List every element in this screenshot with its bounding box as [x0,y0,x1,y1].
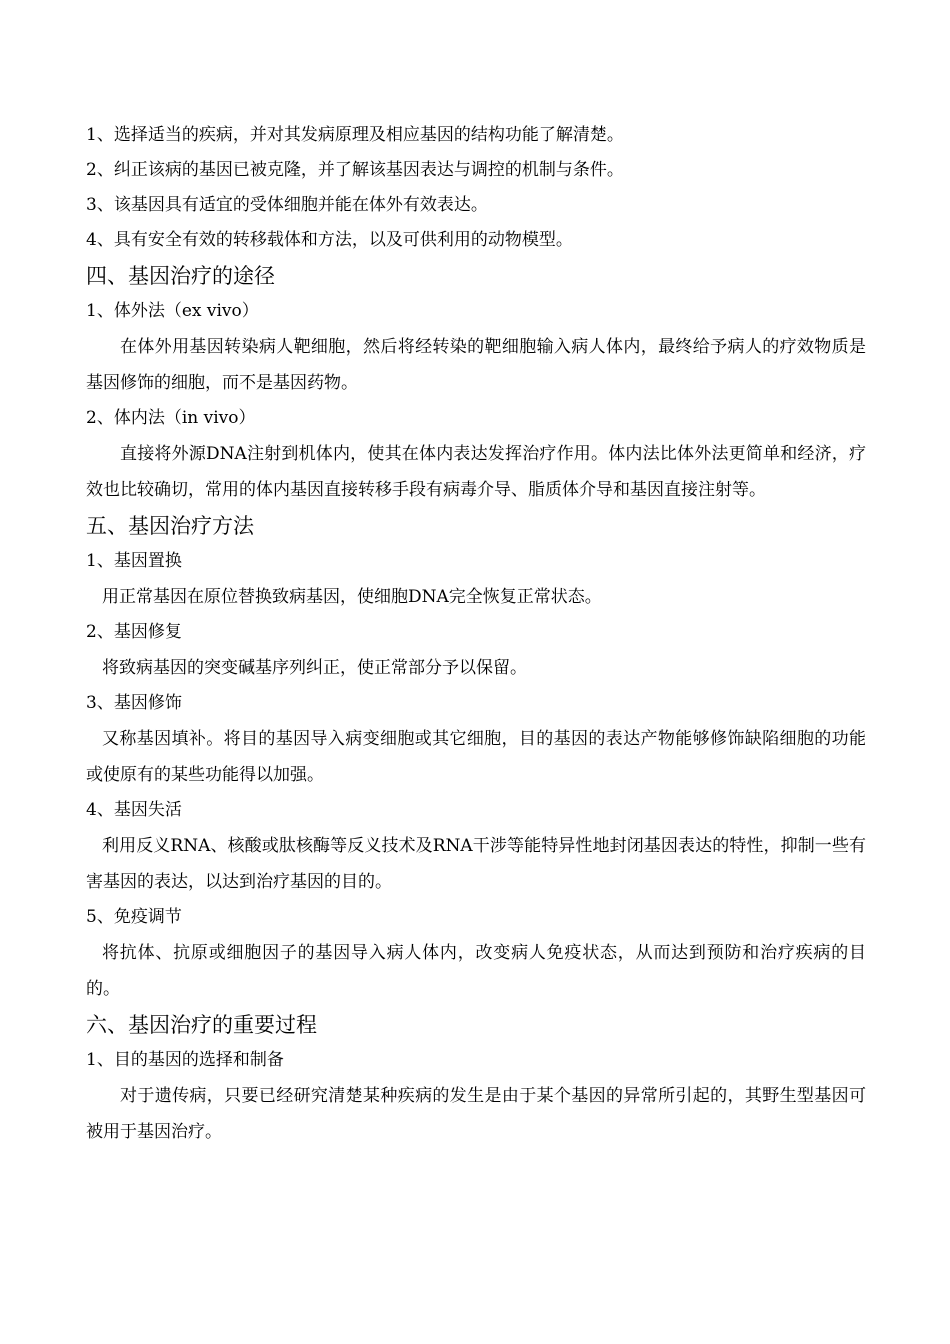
section-heading-methods: 五、基因治疗方法 [86,514,254,538]
paragraph-gene-inactivation: 利用反义RNA、核酸或肽核酶等反义技术及RNA干涉等能特异性地封闭基因表达的特性，抑制一些有害基因的表达，以达到治疗基因的目的。 [86,836,866,892]
condition-1: 1、选择适当的疾病，并对其发病原理及相应基因的结构功能了解清楚。 [86,125,624,145]
paragraph-in-vivo: 直接将外源DNA注射到机体内，使其在体内表达发挥治疗作用。体内法比体外法更简单和经济，疗效也比较确切，常用的体内基因直接转移手段有病毒介导、脂质体介导和基因直接注射等。 [86,444,866,500]
condition-4: 4、具有安全有效的转移载体和方法，以及可供利用的动物模型。 [86,230,573,250]
subheading-immune-regulation: 5、免疫调节 [86,907,182,927]
subheading-target-gene: 1、目的基因的选择和制备 [86,1050,284,1070]
paragraph-immune-regulation: 将抗体、抗原或细胞因子的基因导入病人体内，改变病人免疫状态，从而达到预防和治疗疾病的目的。 [86,943,866,999]
subheading-gene-modification: 3、基因修饰 [86,693,182,713]
subheading-gene-inactivation: 4、基因失活 [86,800,182,820]
paragraph-target-gene: 对于遗传病，只要已经研究清楚某种疾病的发生是由于某个基因的异常所引起的，其野生型基因可被用于基因治疗。 [86,1086,866,1142]
section-heading-pathways: 四、基因治疗的途径 [86,264,275,288]
condition-3: 3、该基因具有适宜的受体细胞并能在体外有效表达。 [86,195,488,215]
subheading-gene-repair: 2、基因修复 [86,622,182,642]
condition-2: 2、纠正该病的基因已被克隆，并了解该基因表达与调控的机制与条件。 [86,160,624,180]
paragraph-ex-vivo: 在体外用基因转染病人靶细胞，然后将经转染的靶细胞输入病人体内，最终给予病人的疗效物质是基因修饰的细胞，而不是基因药物。 [86,337,866,393]
paragraph-gene-replacement: 用正常基因在原位替换致病基因，使细胞DNA完全恢复正常状态。 [102,587,602,607]
subheading-in-vivo: 2、体内法（in vivo） [86,408,256,428]
subheading-ex-vivo: 1、体外法（ex vivo） [86,301,259,321]
document-page [86,118,866,1150]
subheading-gene-replacement: 1、基因置换 [86,551,182,571]
paragraph-gene-modification: 又称基因填补。将目的基因导入病变细胞或其它细胞，目的基因的表达产物能够修饰缺陷细胞的功能或使原有的某些功能得以加强。 [86,729,866,785]
section-heading-process: 六、基因治疗的重要过程 [86,1013,317,1037]
paragraph-gene-repair: 将致病基因的突变碱基序列纠正，使正常部分予以保留。 [102,658,527,678]
